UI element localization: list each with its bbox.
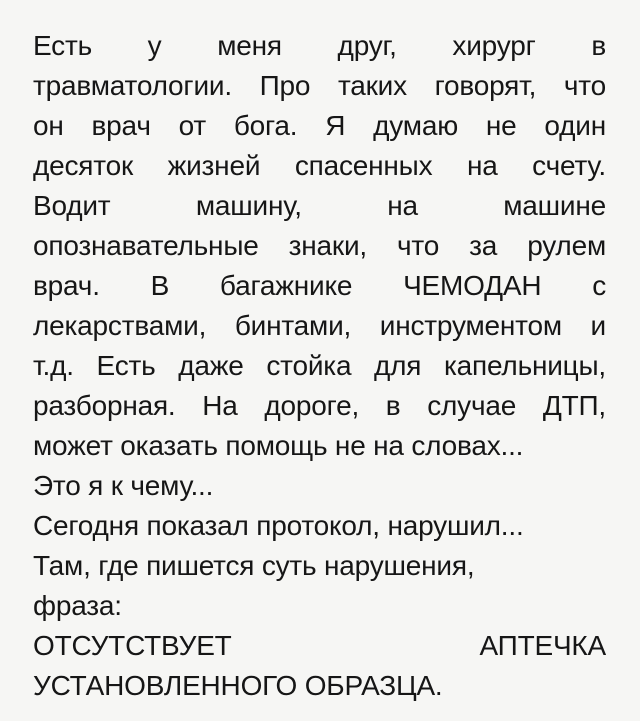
text-line: может оказать помощь не на словах... (33, 430, 524, 461)
text-line: фраза: (33, 590, 122, 621)
text-line: десяток жизней спасенных на счету. (33, 150, 606, 181)
text-line: Водит машину, на машине (33, 190, 606, 221)
text-line: врач. В багажнике ЧЕМОДАН с (33, 270, 606, 301)
text-line: лекарствами, бинтами, инструментом и (33, 310, 606, 341)
text-line: разборная. На дороге, в случае ДТП, (33, 390, 606, 421)
story-text-block (33, 26, 606, 706)
text-line: Есть у меня друг, хирург в (33, 30, 606, 61)
text-line: он врач от бога. Я думаю не один (33, 110, 606, 141)
text-line: Там, где пишется суть нарушения, (33, 550, 475, 581)
text-line: т.д. Есть даже стойка для капельницы, (33, 350, 606, 381)
text-line: опознавательные знаки, что за рулем (33, 230, 606, 261)
text-line: ОТСУТСТВУЕТ АПТЕЧКА (33, 630, 606, 661)
text-line: УСТАНОВЛЕННОГО ОБРАЗЦА. (33, 670, 443, 701)
text-line: Это я к чему... (33, 470, 214, 501)
text-line: Сегодня показал протокол, нарушил... (33, 510, 524, 541)
text-line: травматологии. Про таких говорят, что (33, 70, 606, 101)
